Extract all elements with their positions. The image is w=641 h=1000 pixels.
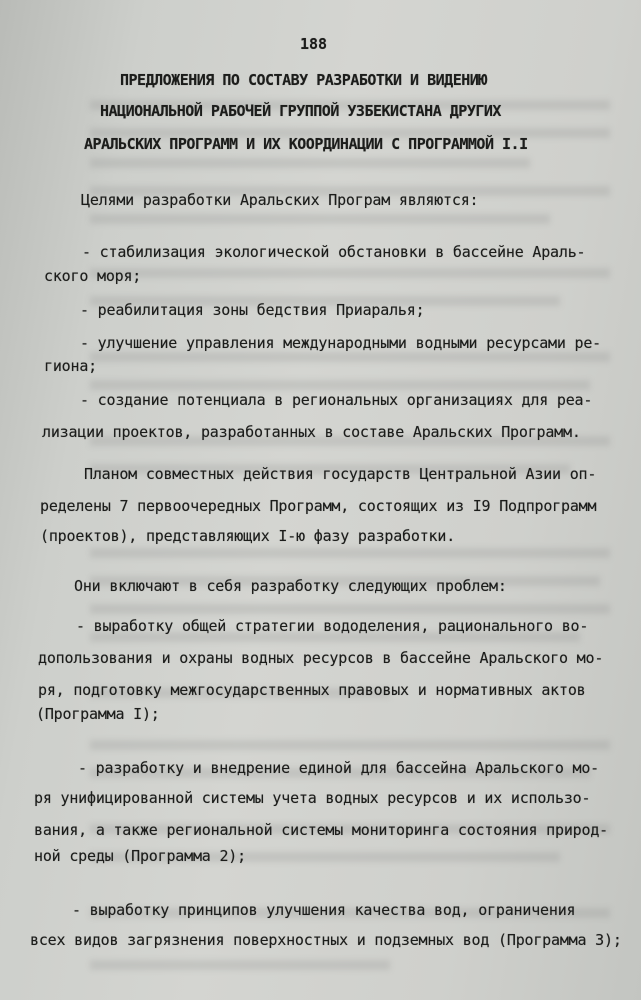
body-line-19: вания, а также региональной системы мониторинга состояния природ- xyxy=(34,821,608,839)
body-line-1: Целями разработки Аральских Програм являются: xyxy=(81,191,479,209)
body-line-16: (Программа I); xyxy=(36,705,160,723)
body-line-13: - выработку общей стратегии вододеления, рационального во- xyxy=(76,617,589,635)
body-line-7: - создание потенциала в региональных организациях для реа- xyxy=(80,391,593,409)
title-line-2: НАЦИОНАЛЬНОЙ РАБОЧЕЙ ГРУППОЙ УЗБЕКИСТАНА ДРУГИХ xyxy=(100,102,501,120)
body-line-22: всех видов загрязнения поверхностных и подземных вод (Программа 3); xyxy=(30,931,622,949)
body-line-5: - улучшение управления международными водными ресурсами ре- xyxy=(80,334,602,352)
body-line-18: ря унифицированной системы учета водных ресурсов и их использо- xyxy=(34,789,591,807)
body-line-11: (проектов), представляющих I-ю фазу разработки. xyxy=(40,527,456,545)
page-number: 188 xyxy=(300,35,328,53)
body-line-17: - разработку и внедрение единой для бассейна Аральского мо- xyxy=(78,759,600,777)
body-line-8: лизации проектов, разработанных в составе Аральских Программ. xyxy=(42,423,581,441)
body-line-21: - выработку принципов улучшения качества вод, ограничения xyxy=(72,901,576,919)
body-line-10: ределены 7 первоочередных Программ, состоящих из I9 Подпрограмм xyxy=(40,497,597,515)
body-line-14: допользования и охраны водных ресурсов в бассейне Аральского мо- xyxy=(38,649,604,667)
body-line-2: - стабилизация экологической обстановки в бассейне Араль- xyxy=(82,243,586,261)
body-line-4: - реабилитация зоны бедствия Приаралья; xyxy=(80,301,425,319)
title-line-1: ПРЕДЛОЖЕНИЯ ПО СОСТАВУ РАЗРАБОТКИ И ВИДЕНИЮ xyxy=(120,71,487,89)
body-line-6: гиона; xyxy=(44,357,97,375)
body-line-3: ского моря; xyxy=(44,267,142,285)
body-line-12: Они включают в себя разработку следующих проблем: xyxy=(74,577,507,595)
body-line-20: ной среды (Программа 2); xyxy=(34,847,246,865)
body-line-15: ря, подготовку межгосударственных правовых и нормативных актов xyxy=(38,681,586,699)
body-line-9: Планом совместных действия государств Центральной Азии оп- xyxy=(84,465,597,483)
title-line-3: АРАЛЬСКИХ ПРОГРАММ И ИХ КООРДИНАЦИИ С ПРОГРАММОЙ I.I xyxy=(84,135,528,153)
